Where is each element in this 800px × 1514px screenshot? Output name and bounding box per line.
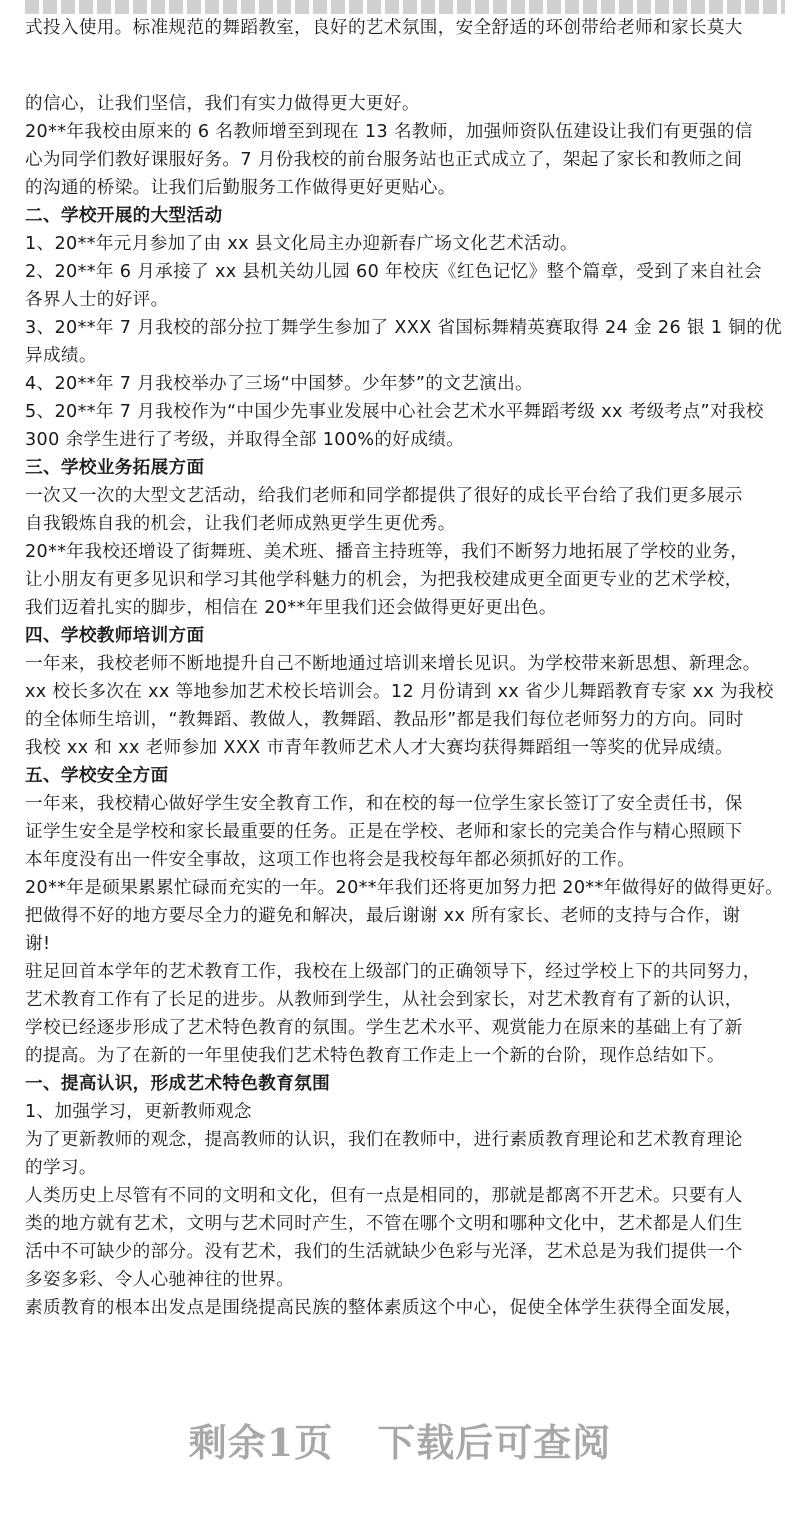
text-line: 1、加强学习，更新教师观念 <box>25 1102 252 1122</box>
text-line: 各界人士的好评。 <box>25 290 169 310</box>
text-line: 本年度没有出一件安全事故，这项工作也将会是我校每年都必须抓好的工作。 <box>25 850 636 870</box>
text-line: 把做得不好的地方要尽全力的避免和解决，最后谢谢 xx 所有家长、老师的支持与合作，谢 <box>25 906 741 926</box>
text-line: 3、20**年 7 月我校的部分拉丁舞学生参加了 XXX 省国标舞精英赛取得 24 金 26 银 1 铜的优 <box>25 318 783 338</box>
text-line: 20**年我校由原来的 6 名教师增至到现在 13 名教师，加强师资队伍建设让我们有更强的信 <box>25 122 753 142</box>
text-line: 300 余学生进行了考级，并取得全部 100%的好成绩。 <box>25 430 465 450</box>
text-line: 学校已经逐步形成了艺术特色教育的氛围。学生艺术水平、观赏能力在原来的基础上有了新 <box>25 1018 743 1038</box>
remaining-pages-label: 剩余1页 <box>188 1420 334 1465</box>
document-text-main <box>25 90 795 1322</box>
section-heading: 三、学校业务拓展方面 <box>25 458 205 478</box>
section-heading: 一、提高认识，形成艺术特色教育氛围 <box>25 1074 331 1094</box>
section-heading: 二、学校开展的大型活动 <box>25 206 223 226</box>
text-line: 活中不可缺少的部分。没有艺术，我们的生活就缺少色彩与光泽，艺术总是为我们提供一个 <box>25 1242 743 1262</box>
text-line: 证学生安全是学校和家长最重要的任务。正是在学校、老师和家长的完美合作与精心照顾下 <box>25 822 743 842</box>
text-line: 多姿多彩、令人心驰神往的世界。 <box>25 1270 295 1290</box>
document-text-top <box>25 14 795 42</box>
text-line: 一次又一次的大型文艺活动，给我们老师和同学都提供了很好的成长平台给了我们更多展示 <box>25 486 743 506</box>
text-line: 5、20**年 7 月我校作为“中国少先事业发展中心社会艺术水平舞蹈考级 xx 考级考点”对我校 <box>25 402 764 422</box>
text-line: 驻足回首本学年的艺术教育工作，我校在上级部门的正确领导下，经过学校上下的共同努力， <box>25 962 761 982</box>
text-line: 20**年我校还增设了街舞班、美术班、播音主持班等，我们不断努力地拓展了学校的业务， <box>25 542 749 562</box>
text-line: 2、20**年 6 月承接了 xx 县机关幼儿园 60 年校庆《红色记忆》整个篇章，受到了来自社会 <box>25 262 762 282</box>
text-line: 心为同学们教好课服好务。7 月份我校的前台服务站也正式成立了，架起了家长和教师之间 <box>25 150 743 170</box>
download-prompt-label[interactable]: 下载后可查阅 <box>377 1420 612 1465</box>
text-line: 为了更新教师的观念，提高教师的认识，我们在教师中，进行素质教育理论和艺术教育理论 <box>25 1130 743 1150</box>
text-line: 4、20**年 7 月我校举办了三场“中国梦。少年梦”的文艺演出。 <box>25 374 533 394</box>
text-line: 人类历史上尽管有不同的文明和文化，但有一点是相同的，那就是都离不开艺术。只要有人 <box>25 1186 743 1206</box>
text-line: 的提高。为了在新的一年里使我们艺术特色教育工作走上一个新的台阶，现作总结如下。 <box>25 1046 725 1066</box>
text-line: 20**年是硕果累累忙碌而充实的一年。20**年我们还将更加努力把 20**年做得好的做得更好。 <box>25 878 784 898</box>
text-line: 1、20**年元月参加了由 xx 县文化局主办迎新春广场文化艺术活动。 <box>25 234 578 254</box>
text-line: 一年来，我校老师不断地提升自己不断地通过培训来增长见识。为学校带来新思想、新理念。 <box>25 654 761 674</box>
text-line: 谢! <box>25 934 51 954</box>
text-line: 艺术教育工作有了长足的进步。从教师到学生，从社会到家长，对艺术教育有了新的认识， <box>25 990 743 1010</box>
text-line: 异成绩。 <box>25 346 97 366</box>
download-to-read-more-banner[interactable] <box>0 1412 800 1467</box>
text-line: 素质教育的根本出发点是围绕提高民族的整体素质这个中心，促使全体学生获得全面发展， <box>25 1298 743 1318</box>
text-line: 让小朋友有更多见识和学习其他学科魅力的机会，为把我校建成更全面更专业的艺术学校， <box>25 570 743 590</box>
text-line: 我们迈着扎实的脚步，相信在 20**年里我们还会做得更好更出色。 <box>25 598 557 618</box>
text-line: xx 校长多次在 xx 等地参加艺术校长培训会。12 月份请到 xx 省少儿舞蹈教育专家 xx 为我校 <box>25 682 774 702</box>
text-line: 的信心，让我们坚信，我们有实力做得更大更好。 <box>25 94 420 114</box>
text-line: 自我锻炼自我的机会，让我们老师成熟更学生更优秀。 <box>25 514 456 534</box>
text-line: 的全体师生培训，“教舞蹈、教做人，教舞蹈、教品形”都是我们每位老师努力的方向。同时 <box>25 710 744 730</box>
text-line: 式投入使用。标准规范的舞蹈教室，良好的艺术氛围，安全舒适的环创带给老师和家长莫大 <box>25 18 743 38</box>
text-line: 一年来，我校精心做好学生安全教育工作，和在校的每一位学生家长签订了安全责任书，保 <box>25 794 743 814</box>
text-line: 的学习。 <box>25 1158 97 1178</box>
section-heading: 五、学校安全方面 <box>25 766 169 786</box>
text-line: 的沟通的桥梁。让我们后勤服务工作做得更好更贴心。 <box>25 178 456 198</box>
text-line: 我校 xx 和 xx 老师参加 XXX 市青年教师艺术人才大赛均获得舞蹈组一等奖的优异成绩。 <box>25 738 734 758</box>
text-line: 类的地方就有艺术，文明与艺术同时产生，不管在哪个文明和哪种文化中，艺术都是人们生 <box>25 1214 743 1234</box>
section-heading: 四、学校教师培训方面 <box>25 626 205 646</box>
cropped-previous-line <box>25 0 785 14</box>
